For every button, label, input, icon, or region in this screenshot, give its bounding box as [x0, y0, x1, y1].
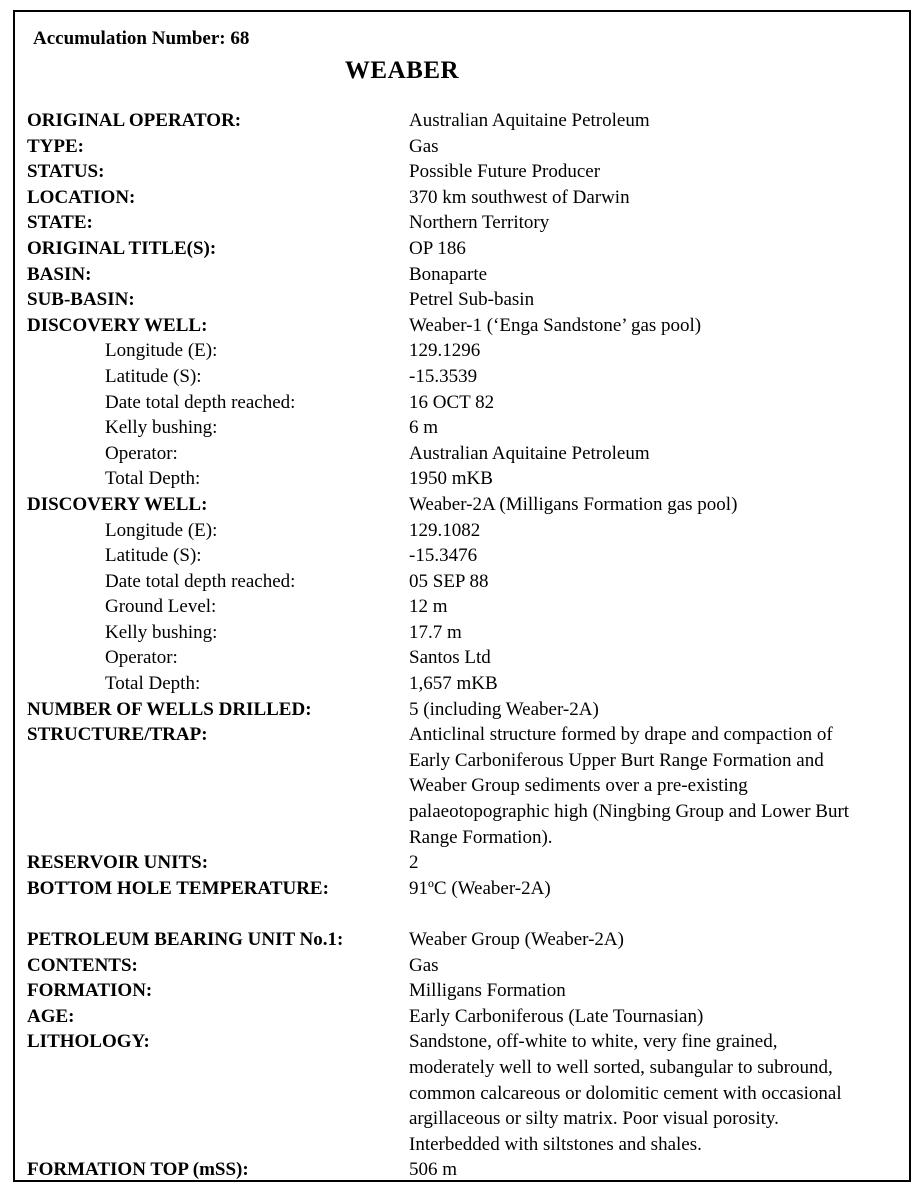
field-row — [27, 466, 897, 492]
field-value — [409, 594, 897, 620]
field-table — [27, 108, 897, 1182]
field-value-text: 5 (including Weaber-2A) — [409, 698, 599, 720]
field-label-text: Date total depth reached: — [105, 391, 296, 413]
field-value — [409, 210, 897, 236]
field-value-text: 1950 mKB — [409, 468, 493, 490]
field-label-text: LITHOLOGY: — [27, 1031, 150, 1053]
field-value — [409, 1157, 897, 1182]
field-label-text: Ground Level: — [105, 596, 217, 618]
field-value-text: -15.3539 — [409, 365, 478, 387]
field-value — [409, 415, 897, 441]
field-value-text: Early Carboniferous (Late Tournasian) — [409, 1005, 704, 1027]
accumulation-number: Accumulation Number: 68 — [33, 28, 250, 49]
field-value-text: 370 km southwest of Darwin — [409, 186, 630, 208]
field-label-text: Longitude (E): — [105, 340, 218, 362]
field-label-text: AGE: — [27, 1005, 75, 1027]
field-value — [409, 338, 897, 364]
field-row — [27, 671, 897, 697]
field-value — [409, 390, 897, 416]
field-value-line: Range Formation). — [409, 826, 553, 848]
field-value-text: 16 OCT 82 — [409, 391, 495, 413]
field-label — [27, 543, 409, 569]
field-value-text: 1,657 mKB — [409, 673, 498, 695]
field-label-text: Date total depth reached: — [105, 570, 296, 592]
field-value-paragraph — [409, 722, 897, 850]
field-value — [409, 543, 897, 569]
page-title: WEABER — [344, 57, 460, 84]
field-label — [27, 313, 409, 339]
field-value — [409, 722, 897, 850]
field-value — [409, 569, 897, 595]
field-row — [27, 313, 897, 339]
field-value — [409, 236, 897, 262]
field-label-text: FORMATION TOP (mSS): — [27, 1159, 249, 1181]
field-label — [27, 441, 409, 467]
field-value-line: Early Carboniferous Upper Burt Range Formation and — [409, 749, 824, 771]
field-value-text: 2 — [409, 852, 419, 874]
field-label-text: ORIGINAL TITLE(S): — [27, 237, 217, 259]
field-value-text: 129.1296 — [409, 340, 481, 362]
field-value-text: Petrel Sub-basin — [409, 289, 535, 311]
field-label — [27, 518, 409, 544]
field-value — [409, 645, 897, 671]
field-value — [409, 620, 897, 646]
field-row — [27, 390, 897, 416]
field-label-text: Kelly bushing: — [105, 417, 218, 439]
document-border-frame — [13, 10, 911, 1182]
field-label-text: STATUS: — [27, 161, 105, 183]
field-row — [27, 620, 897, 646]
field-value-line: moderately well to well sorted, subangular to subround, — [409, 1056, 833, 1078]
field-row — [27, 185, 897, 211]
field-value — [409, 518, 897, 544]
field-value — [409, 108, 897, 134]
field-row — [27, 441, 897, 467]
field-label — [27, 466, 409, 492]
field-value-text: 129.1082 — [409, 519, 481, 541]
field-label-text: SUB-BASIN: — [27, 289, 135, 311]
field-value-text: Gas — [409, 135, 439, 157]
field-label — [27, 876, 409, 902]
field-label — [27, 364, 409, 390]
field-value-text: Possible Future Producer — [409, 161, 601, 183]
field-row — [27, 569, 897, 595]
field-row-spacer — [27, 901, 897, 927]
field-value-line: common calcareous or dolomitic cement with occasional — [409, 1082, 842, 1104]
field-label — [27, 927, 409, 953]
field-label-text: Total Depth: — [105, 468, 201, 490]
field-row — [27, 850, 897, 876]
field-label — [27, 492, 409, 518]
field-label — [27, 620, 409, 646]
field-value — [409, 492, 897, 518]
field-row — [27, 518, 897, 544]
field-label-text: FORMATION: — [27, 980, 153, 1002]
field-label-text: Latitude (S): — [105, 365, 202, 387]
field-label-text: Total Depth: — [105, 673, 201, 695]
field-value-line: Anticlinal structure formed by drape and compaction of — [409, 724, 833, 746]
field-row — [27, 927, 897, 953]
field-label — [27, 415, 409, 441]
field-row — [27, 364, 897, 390]
field-label-text: RESERVOIR UNITS: — [27, 852, 209, 874]
field-value — [409, 1029, 897, 1157]
field-label — [27, 594, 409, 620]
field-row — [27, 262, 897, 288]
field-label-text: Latitude (S): — [105, 545, 202, 567]
field-label — [27, 236, 409, 262]
field-value-text: Australian Aquitaine Petroleum — [409, 442, 650, 464]
field-value-text: Northern Territory — [409, 212, 550, 234]
field-value-text: Australian Aquitaine Petroleum — [409, 110, 650, 131]
field-value — [409, 313, 897, 339]
field-label-text: ORIGINAL OPERATOR: — [27, 110, 242, 131]
field-label — [27, 722, 409, 850]
spacer-cell — [27, 901, 897, 927]
field-value — [409, 953, 897, 979]
field-row — [27, 978, 897, 1004]
field-label-text: STATE: — [27, 212, 93, 234]
field-row — [27, 1157, 897, 1182]
field-value — [409, 364, 897, 390]
field-label-text: Longitude (E): — [105, 519, 218, 541]
field-row — [27, 236, 897, 262]
field-value-line: argillaceous or silty matrix. Poor visual porosity. — [409, 1108, 779, 1130]
field-value-line: palaeotopographic high (Ningbing Group and Lower Burt — [409, 801, 850, 823]
field-value-text: 05 SEP 88 — [409, 570, 489, 592]
field-label-text: Kelly bushing: — [105, 621, 218, 643]
field-label — [27, 159, 409, 185]
field-value-text: 91ºC (Weaber-2A) — [409, 877, 551, 899]
field-label-text: BOTTOM HOLE TEMPERATURE: — [27, 877, 329, 899]
field-value — [409, 441, 897, 467]
field-label-text: PETROLEUM BEARING UNIT No.1: — [27, 929, 344, 950]
field-label — [27, 185, 409, 211]
field-value-text: OP 186 — [409, 237, 466, 259]
field-row — [27, 210, 897, 236]
field-value-text: Weaber-1 (‘Enga Sandstone’ gas pool) — [409, 314, 702, 336]
field-value — [409, 671, 897, 697]
field-label — [27, 338, 409, 364]
field-label-text: Operator: — [105, 442, 178, 464]
field-label-text: CONTENTS: — [27, 954, 138, 976]
field-value-text: Milligans Formation — [409, 980, 566, 1002]
field-value-text: Gas — [409, 954, 439, 976]
field-label — [27, 390, 409, 416]
field-row — [27, 645, 897, 671]
field-row — [27, 543, 897, 569]
field-value-text: 12 m — [409, 596, 448, 618]
field-value-line: Sandstone, off-white to white, very fine grained, — [409, 1031, 778, 1053]
field-row — [27, 876, 897, 902]
document-content — [15, 12, 909, 1182]
field-value — [409, 134, 897, 160]
field-table-body — [27, 108, 897, 1182]
field-row — [27, 338, 897, 364]
field-value-line: Interbedded with siltstones and shales. — [409, 1133, 702, 1155]
field-label — [27, 262, 409, 288]
field-label-text: LOCATION: — [27, 186, 136, 208]
field-value-text: Santos Ltd — [409, 647, 491, 669]
field-label-text: BASIN: — [27, 263, 92, 285]
field-row — [27, 1029, 897, 1157]
field-label — [27, 645, 409, 671]
field-value-text: Weaber Group (Weaber-2A) — [409, 929, 624, 950]
field-row — [27, 697, 897, 723]
field-value-text: 17.7 m — [409, 621, 462, 643]
field-label — [27, 134, 409, 160]
field-row — [27, 722, 897, 850]
field-label — [27, 1157, 409, 1182]
field-value — [409, 159, 897, 185]
field-value — [409, 466, 897, 492]
field-value-text: -15.3476 — [409, 545, 478, 567]
field-label-text: STRUCTURE/TRAP: — [27, 724, 208, 746]
field-value — [409, 876, 897, 902]
field-label — [27, 1004, 409, 1030]
field-label — [27, 850, 409, 876]
field-row — [27, 134, 897, 160]
field-value — [409, 927, 897, 953]
field-label — [27, 671, 409, 697]
field-label-text: TYPE: — [27, 135, 84, 157]
field-label — [27, 1029, 409, 1157]
field-row — [27, 159, 897, 185]
field-label — [27, 953, 409, 979]
field-value — [409, 185, 897, 211]
field-value-text: 506 m — [409, 1159, 458, 1181]
field-value — [409, 850, 897, 876]
field-label-text: NUMBER OF WELLS DRILLED: — [27, 698, 312, 720]
field-value — [409, 1004, 897, 1030]
field-label — [27, 210, 409, 236]
field-value-text: 6 m — [409, 417, 439, 439]
field-value — [409, 262, 897, 288]
field-label — [27, 978, 409, 1004]
field-value-text: Weaber-2A (Milligans Formation gas pool) — [409, 493, 738, 515]
field-row — [27, 953, 897, 979]
field-value-line: Weaber Group sediments over a pre-existing — [409, 775, 748, 797]
field-label-text: DISCOVERY WELL: — [27, 493, 208, 515]
field-label — [27, 287, 409, 313]
field-label-text: Operator: — [105, 647, 178, 669]
field-value — [409, 978, 897, 1004]
field-label-text: DISCOVERY WELL: — [27, 314, 208, 336]
field-value — [409, 287, 897, 313]
field-row — [27, 287, 897, 313]
field-row — [27, 492, 897, 518]
field-value — [409, 697, 897, 723]
field-row — [27, 108, 897, 134]
field-label — [27, 697, 409, 723]
field-row — [27, 415, 897, 441]
field-value-paragraph — [409, 1029, 897, 1157]
field-row — [27, 1004, 897, 1030]
field-label — [27, 569, 409, 595]
field-row — [27, 594, 897, 620]
field-label — [27, 108, 409, 134]
field-value-text: Bonaparte — [409, 263, 488, 285]
